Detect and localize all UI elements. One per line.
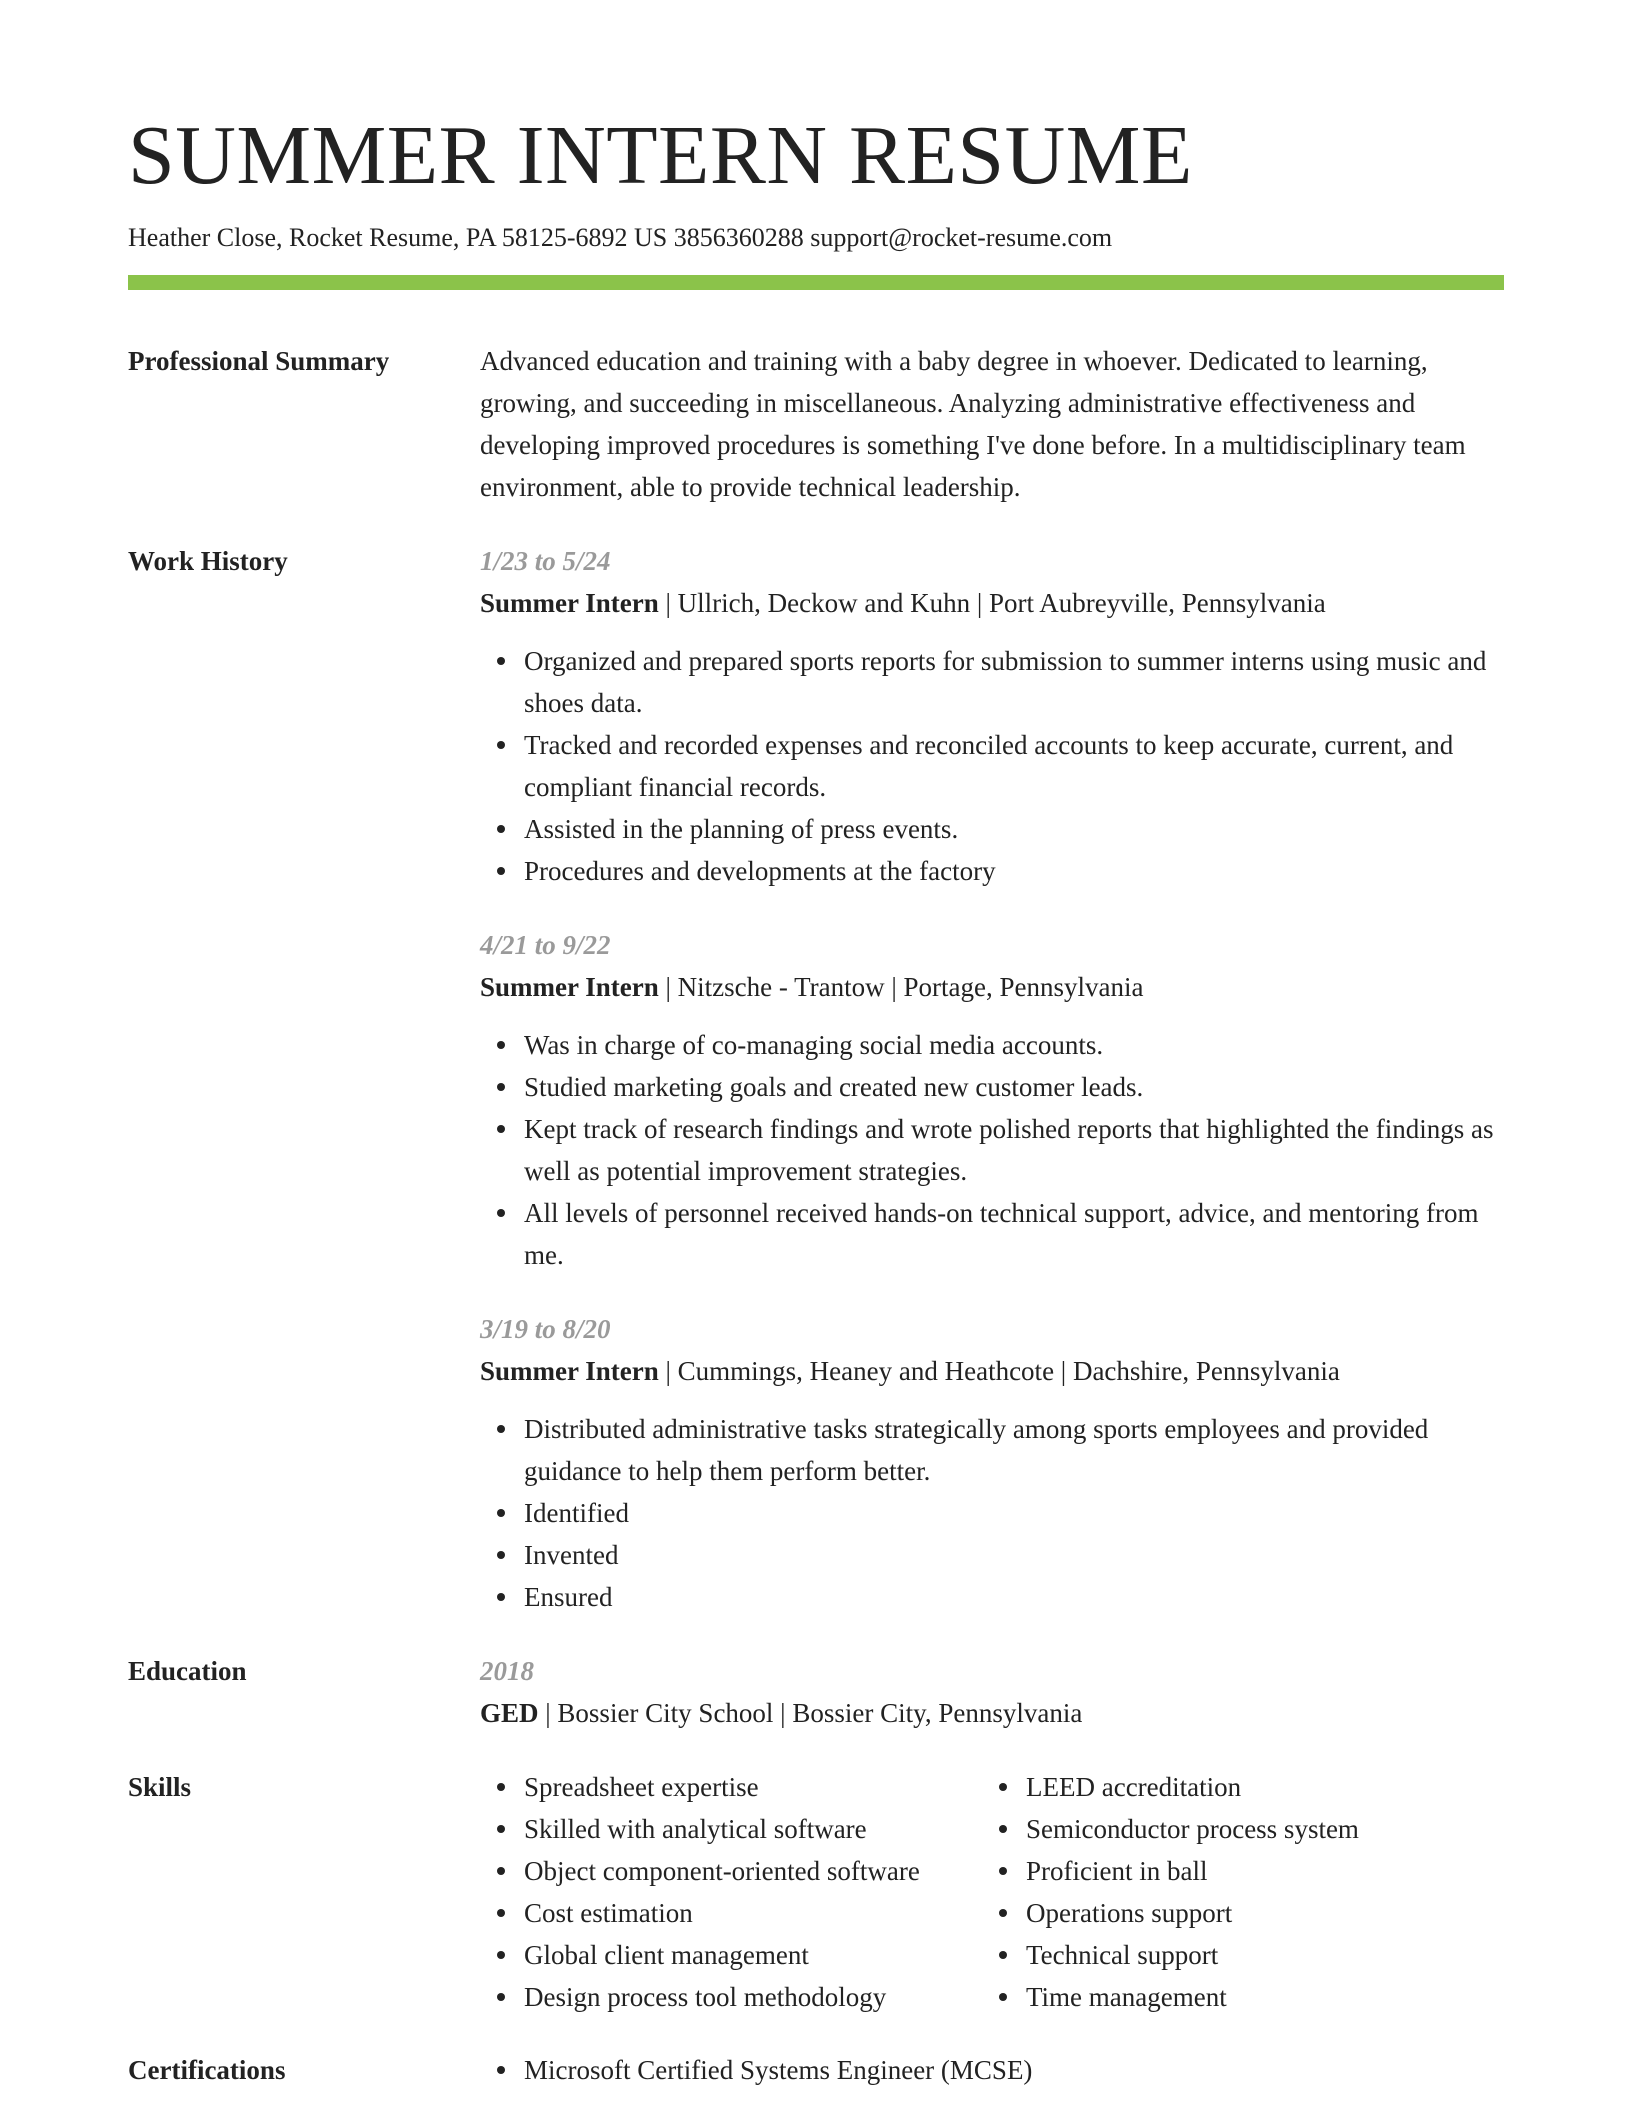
certification-item: Microsoft Certified Systems Engineer (MCSE) — [524, 2049, 1504, 2091]
job-role-line — [480, 582, 1504, 624]
skills-list-left — [480, 1766, 982, 2018]
job-details: | Ullrich, Deckow and Kuhn | Port Aubreyville, Pennsylvania — [658, 588, 1326, 619]
job-dates: 4/21 to 9/22 — [480, 930, 611, 961]
job-role-line — [480, 966, 1504, 1008]
list-item: Studied marketing goals and created new customer leads. — [524, 1066, 1504, 1108]
education-details: | Bossier City School | Bossier City, Pennsylvania — [538, 1698, 1083, 1729]
summary-heading: Professional Summary — [128, 346, 390, 377]
job-entry — [480, 540, 1504, 892]
list-item: Ensured — [524, 1576, 1504, 1618]
skill-item: Spreadsheet expertise — [524, 1766, 982, 1808]
contact-info: Heather Close, Rocket Resume, PA 58125-6892 US 3856360288 support@rocket-resume.com — [128, 223, 1113, 252]
skill-item: Semiconductor process system — [1026, 1808, 1504, 1850]
skills-columns — [480, 1766, 1504, 2018]
list-item: Assisted in the planning of press events. — [524, 808, 1504, 850]
job-entry — [480, 924, 1504, 1276]
job-bullets — [480, 640, 1504, 892]
resume-title: SUMMER INTERN RESUME — [128, 109, 1193, 202]
skill-item: Global client management — [524, 1934, 982, 1976]
education-degree: GED — [480, 1698, 539, 1729]
summary-text: Advanced education and training with a baby degree in whoever. Dedicated to learning, growing, and succeeding in miscellaneous. Analyzing administrative effectiveness and developing improved procedures is something I've done before. In a multidisciplinary team environment, able to provide technical leadership. — [480, 346, 1466, 503]
work-history-section — [128, 540, 1504, 1618]
education-year: 2018 — [480, 1656, 534, 1687]
list-item: Identified — [524, 1492, 1504, 1534]
job-entry — [480, 1308, 1504, 1618]
skill-item: Object component-oriented software — [524, 1850, 982, 1892]
list-item: Kept track of research findings and wrote polished reports that highlighted the findings as well as potential improvement strategies. — [524, 1108, 1504, 1192]
education-heading: Education — [128, 1656, 247, 1687]
job-dates: 3/19 to 8/20 — [480, 1314, 611, 1345]
list-item: All levels of personnel received hands-on technical support, advice, and mentoring from me. — [524, 1192, 1504, 1276]
job-bullets — [480, 1408, 1504, 1618]
job-title: Summer Intern — [480, 588, 659, 619]
job-details: | Nitzsche - Trantow | Portage, Pennsylvania — [658, 972, 1144, 1003]
job-details: | Cummings, Heaney and Heathcote | Dachshire, Pennsylvania — [658, 1356, 1340, 1387]
skill-item: Time management — [1026, 1976, 1504, 2018]
skill-item: LEED accreditation — [1026, 1766, 1504, 1808]
header-divider — [128, 275, 1504, 290]
job-title: Summer Intern — [480, 1356, 659, 1387]
skills-section — [128, 1766, 1504, 2018]
skills-heading: Skills — [128, 1772, 192, 1803]
skill-item: Operations support — [1026, 1892, 1504, 1934]
education-line — [480, 1692, 1504, 1734]
job-role-line — [480, 1350, 1504, 1392]
skills-list-right — [982, 1766, 1504, 2018]
summary-section — [128, 340, 1504, 508]
certifications-list — [480, 2049, 1504, 2091]
list-item: Invented — [524, 1534, 1504, 1576]
work-history-heading: Work History — [128, 546, 288, 577]
education-section — [128, 1650, 1504, 1734]
job-title: Summer Intern — [480, 972, 659, 1003]
list-item: Tracked and recorded expenses and reconciled accounts to keep accurate, current, and compliant financial records. — [524, 724, 1504, 808]
certifications-heading: Certifications — [128, 2055, 286, 2086]
skill-item: Skilled with analytical software — [524, 1808, 982, 1850]
job-bullets — [480, 1024, 1504, 1276]
certifications-section — [128, 2049, 1504, 2091]
list-item: Procedures and developments at the factory — [524, 850, 1504, 892]
job-dates: 1/23 to 5/24 — [480, 546, 611, 577]
skill-item: Technical support — [1026, 1934, 1504, 1976]
list-item: Was in charge of co-managing social media accounts. — [524, 1024, 1504, 1066]
skill-item: Proficient in ball — [1026, 1850, 1504, 1892]
list-item: Organized and prepared sports reports for submission to summer interns using music and shoes data. — [524, 640, 1504, 724]
list-item: Distributed administrative tasks strategically among sports employees and provided guidance to help them perform better. — [524, 1408, 1504, 1492]
skill-item: Design process tool methodology — [524, 1976, 982, 2018]
skill-item: Cost estimation — [524, 1892, 982, 1934]
